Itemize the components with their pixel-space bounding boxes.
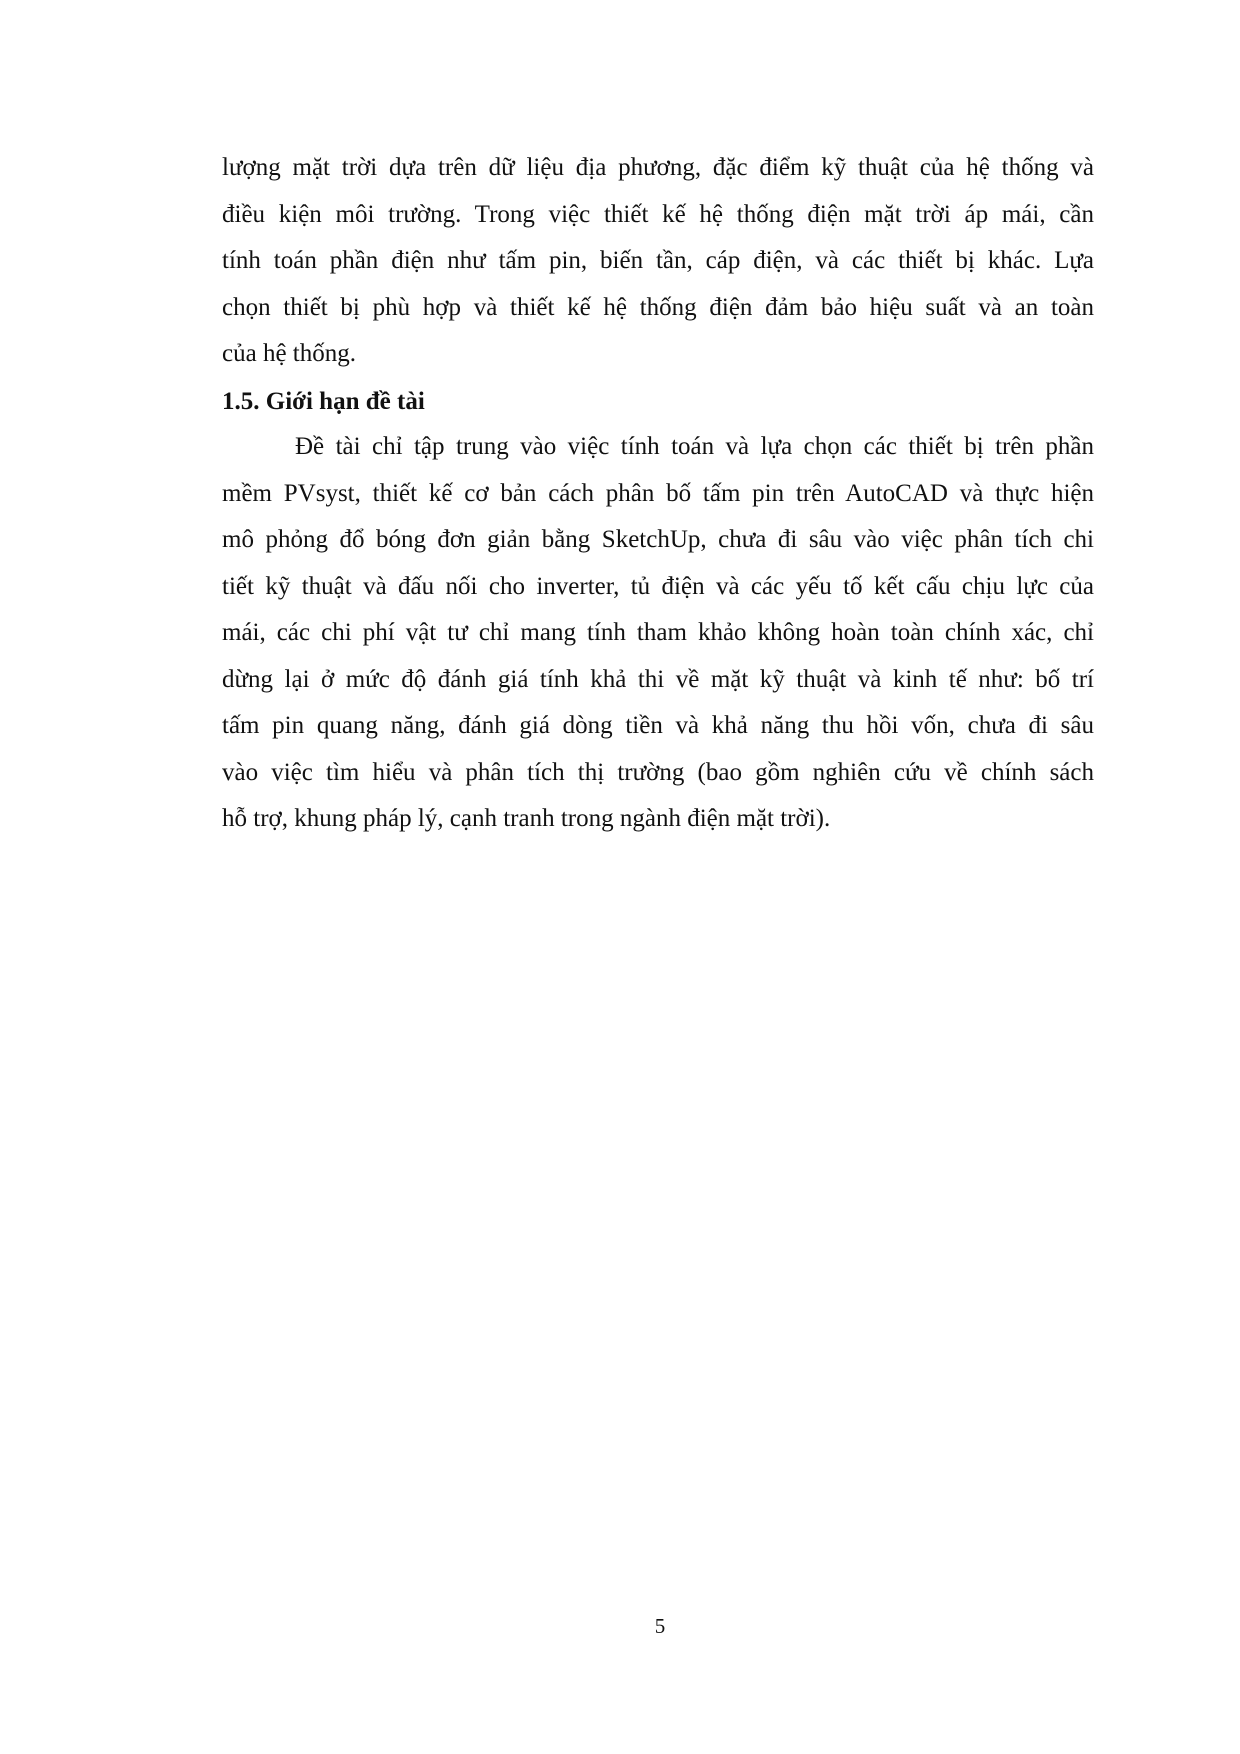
paragraph-line: vào việc tìm hiểu và phân tích thị trường (bao gồm nghiên cứu về chính sách	[222, 758, 1094, 786]
paragraph-line: của hệ thống.	[222, 340, 356, 367]
paragraph-line: mái, các chi phí vật tư chỉ mang tính tham khảo không hoàn toàn chính xác, chỉ	[222, 619, 1094, 646]
paragraph-line: dừng lại ở mức độ đánh giá tính khả thi về mặt kỹ thuật và kinh tế như: bố trí	[222, 665, 1094, 693]
paragraph-line: mô phỏng đổ bóng đơn giản bằng SketchUp, chưa đi sâu vào việc phân tích chi	[222, 526, 1094, 553]
body-paragraph-continued	[222, 145, 1094, 378]
paragraph-line: mềm PVsyst, thiết kế cơ bản cách phân bố tấm pin trên AutoCAD và thực hiện	[222, 479, 1094, 507]
paragraph-line: chọn thiết bị phù hợp và thiết kế hệ thống điện đảm bảo hiệu suất và an toàn	[222, 293, 1094, 321]
section-heading: 1.5. Giới hạn đề tài	[222, 388, 425, 415]
paragraph-line: tấm pin quang năng, đánh giá dòng tiền và khả năng thu hồi vốn, chưa đi sâu	[222, 712, 1094, 739]
paragraph-line: hỗ trợ, khung pháp lý, cạnh tranh trong ngành điện mặt trời).	[222, 805, 831, 832]
paragraph-line: tiết kỹ thuật và đấu nối cho inverter, tủ điện và các yếu tố kết cấu chịu lực của	[222, 572, 1094, 600]
paragraph-line: điều kiện môi trường. Trong việc thiết kế hệ thống điện mặt trời áp mái, cần	[222, 200, 1094, 228]
paragraph-line: lượng mặt trời dựa trên dữ liệu địa phương, đặc điểm kỹ thuật của hệ thống và	[222, 154, 1094, 181]
paragraph-line: Đề tài chỉ tập trung vào việc tính toán và lựa chọn các thiết bị trên phần	[295, 433, 1094, 460]
body-paragraph-limitations	[222, 424, 1094, 843]
page-number: 5	[654, 1614, 666, 1638]
paragraph-line: tính toán phần điện như tấm pin, biến tần, cáp điện, và các thiết bị khác. Lựa	[222, 247, 1094, 274]
